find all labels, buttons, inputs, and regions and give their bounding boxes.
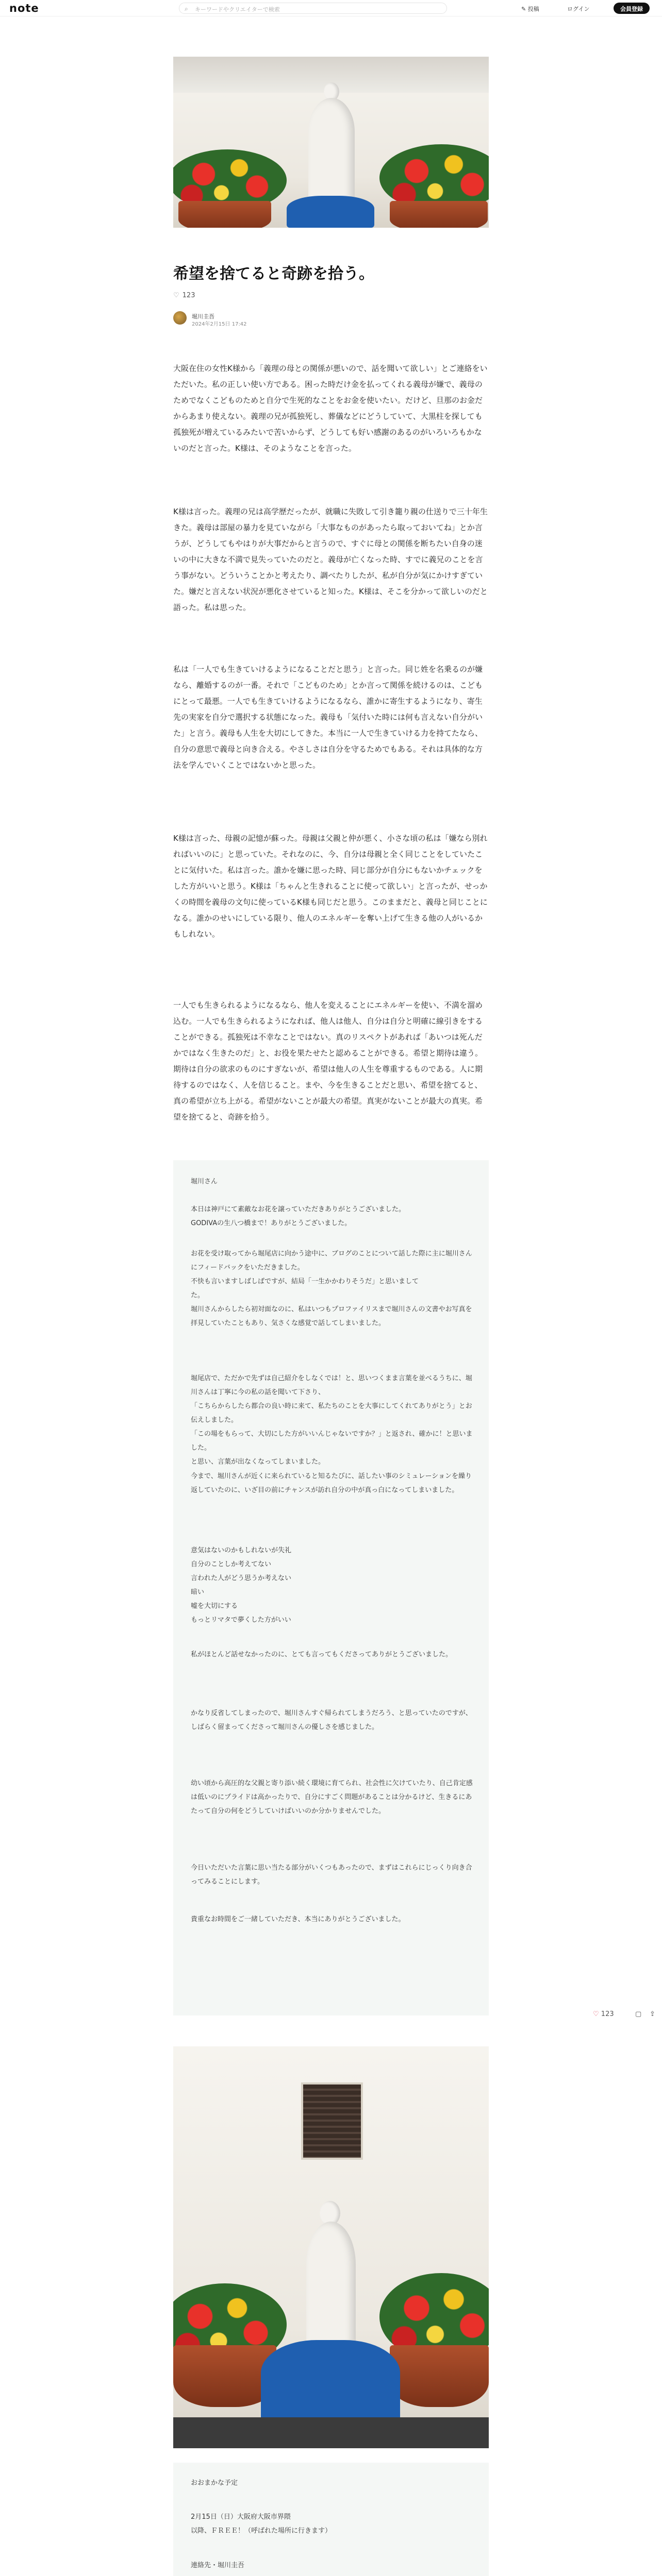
- info-block-a: [191, 2510, 473, 2538]
- share-icon: ⇪: [650, 2010, 655, 2018]
- site-header: [0, 0, 662, 16]
- info-line: 連絡先・堀川圭吾: [191, 2562, 245, 2569]
- letter-block-b: [191, 1247, 473, 1330]
- info-line: [191, 2572, 473, 2576]
- letter-line: [191, 1189, 473, 1202]
- body-paragraph: K様は言った、母親の記憶が蘇った。母親は父親と仲が悪く、小さな頃の私は「嫌なら別れればいいのに」と思っていた。それなのに、今、自分は母親と全く同じことをしていたことに気付いた。私は言った。誰かを嫌に思った時、同じ部分が自分にもないかチェックをした方がいいと思う。K様は「ちゃんと生きれることに使って欲しい」と言ったが、せっかくの時間を義母の文句に使っているK様も同じだと思う。このままだと、義母と同じことになる。誰かのせいにしている限り、他人のエネルギーを奪い上げて生きる他の人がいるかもしれない。: [173, 834, 488, 939]
- image-cloth: [261, 2340, 400, 2422]
- article-title: 希望を捨てると奇跡を拾う。: [173, 265, 374, 283]
- info-block-b: [191, 2558, 473, 2576]
- author-name[interactable]: 堀川圭吾: [192, 313, 214, 320]
- hero-cloth: [287, 196, 374, 228]
- letter-block-d: [191, 1469, 473, 1497]
- post-button[interactable]: ✎ 投稿: [521, 6, 539, 12]
- letter-block-f: [191, 1648, 473, 1662]
- letter-block-e: [191, 1544, 473, 1627]
- hero-statue: [308, 98, 355, 211]
- search-placeholder: キーワードやクリエイターで検索: [195, 6, 280, 13]
- letter-line: 今日いただいた言葉に思い当たる部分がいくつもあったので、まずはこれらにじっくり向き合ってみることにします。: [191, 1864, 472, 1886]
- letter-line: かなり反省してしまったので、堀川さんすぐ帰られてしまうだろう、と思っていたのですが、しばらく留まってくださって堀川さんの優しさを感じました。: [191, 1709, 472, 1731]
- letter-line: と思い、言葉が出なくなってしまいました。: [191, 1458, 325, 1466]
- letter-block-i: [191, 1861, 473, 1889]
- letter-line: もっとリマタで夢くした方がいい: [191, 1616, 291, 1624]
- letter-line: 本日は神戸にて素敵なお花を譲っていただきありがとうございました。: [191, 1206, 406, 1213]
- letter-line: 貴重なお時間をご一緒していただき、本当にありがとうございました。: [191, 1916, 405, 1923]
- login-link[interactable]: ログイン: [567, 6, 590, 12]
- heart-icon: ♡: [593, 2010, 599, 2018]
- image-pot-right: [390, 2345, 489, 2407]
- body-paragraph: 私は「一人でも生きていけるようになることだと思う」と言った。同じ姓を名乗るのが嫌なら、離婚するのが一番。それで「こどものため」とか言って関係を続けるのは、こどもにとって最悪。一人でも生きていけるようになるなら、誰かに寄生するようになり、寄生先の実家を自分で選択する状態になった。義母も「気付いた時には何も言えない自分がいた」と言う。義母も人生を大切にしてきた。本当に一人で生きていける力を持てたなら、自分の意思で義母と向き合える。やさしさは自分を守るためでもある。それは具体的な方法を学んでいくことではないかと思った。: [173, 665, 483, 770]
- search-icon: ⌕: [185, 5, 188, 12]
- letter-line: 自分のことしか考えてない: [191, 1561, 272, 1568]
- site-logo[interactable]: note: [9, 2, 39, 14]
- info-line: 2月15日（日）大阪府大阪市界隈: [191, 2513, 291, 2521]
- article-like-count: 123: [182, 292, 195, 299]
- hero-pot-left: [178, 201, 271, 228]
- body-paragraph: 大阪在住の女性K様から「義理の母との関係が悪いので、話を聞いて欲しい」とご連絡をいただいた。私の正しい使い方である。困った時だけ金を払ってくれる義母が嫌で、義母のためでなくこどものためと自分で生死的なことをお金を使いたい。だけど、旦那のお金だからあまり使えない。義理の兄が孤独死し、葬儀などにどうしていて、大黒柱を探しても孤独死が増えているみたいで苦いからず、どうしても好い感謝のあるのがいろいろもかないのだと言った。K様は、そのようなことを言った。: [173, 364, 488, 453]
- letter-block-a: [191, 1175, 473, 1230]
- letter-block-c: [191, 1371, 473, 1469]
- post-button-label: 投稿: [527, 6, 539, 12]
- letter-line: 幼い頃から高圧的な父親と寄り添い続く環境に育てられ、社会性に欠けていたり、自己肯定感は低いのにプライドは高かったりで、自分にすごく問題があることは分かるけど、生きるにあたって自分の何をどうしていけばいいのか分かりませんでした。: [191, 1780, 473, 1815]
- info-heading: おおまかな予定: [191, 2479, 238, 2487]
- letter-line: 私がほとんど話せなかったのに、とても言ってもくださってありがとうございました。: [191, 1651, 453, 1658]
- letter-block-g: [191, 1706, 473, 1734]
- article-likes[interactable]: [173, 292, 195, 299]
- letter-line: 嘘を大切にする: [191, 1602, 238, 1610]
- search-input[interactable]: [179, 3, 447, 14]
- publish-date: 2024年2月15日 17:42: [192, 321, 247, 327]
- letter-line: 堀川さん: [191, 1178, 218, 1185]
- body-paragraph: K様は言った。義理の兄は高学歴だったが、就職に失敗して引き籠り親の仕送りで三十年生きた。義母は部屋の暴力を見ていながら「大事なものがあったら取っておいてね」とか言うが、どうしてもやはりが大事だからと言うので、すぐに母との関係を断ちたい自身の迷いの中に大きな不満で見失っていたのだと。義母が亡くなった時、すでに義兄のことを言う事がない。どういうことかと考えたり、調べたりしたが、私が自分が気にかけすぎていた。嫌だと言えない状況が悪化させていると知った。K様は、そこを分かって欲しいのだと語った。私は思った。: [173, 507, 488, 612]
- letter-line: お花を受け取ってから堀尾店に向かう途中に、ブログのことについて話した際に主に堀川さんにフィードバックをいただきました。: [191, 1250, 472, 1272]
- letter-line: 不快も言いますしばしばですが、結局「一生かかわりそうだ」と思いまして: [191, 1278, 419, 1285]
- letter-block-j: [191, 1912, 473, 1926]
- side-like-count: 123: [601, 2010, 614, 2018]
- hero-pot-right: [390, 201, 488, 228]
- side-like-button[interactable]: [593, 2010, 614, 2018]
- letter-line: 暗い: [191, 1588, 205, 1596]
- info-line: 以降、ＦＲＥＥ！（呼ばれた場所に行きます）: [191, 2527, 332, 2535]
- letter-line: 今まで、堀川さんが近くに来られていると知るたびに、話したい事のシミュレーションを繰り返していたのに、いざ目の前にチャンスが訪れ自分の中が真っ白になってしまいました。: [191, 1472, 472, 1494]
- letter-line: 言われた人がどう思うか考えない: [191, 1574, 292, 1582]
- letter-block-h: [191, 1776, 473, 1818]
- author-avatar[interactable]: [173, 311, 187, 325]
- letter-line: 堀川さんからしたら初対面なのに、私はいつもプロファイリスまで堀川さんの文書やお写真を拝見していたこともあり、気さくな感覚で話してしまいました。: [191, 1306, 472, 1327]
- letter-line: 「この場をもらって、大切にした方がいいんじゃないですか？」と返され、確かに！と思いました。: [191, 1430, 473, 1452]
- article-image: [173, 2046, 489, 2448]
- comment-icon: ▢: [635, 2010, 642, 2018]
- image-window: [301, 2082, 363, 2160]
- letter-line: た。: [191, 1292, 205, 1299]
- letter-line: GODIVAの生八つ橋まで！ありがとうございました。: [191, 1219, 352, 1227]
- letter-line: 堀尾店で、ただかで先ずは自己紹介をしなくでは！と、思いつくまま言葉を並べるうちに、堀川さんは丁寧に今の私の話を聞いて下さり、: [191, 1375, 472, 1396]
- image-ground: [173, 2417, 489, 2448]
- schedule-info: [173, 2463, 489, 2576]
- letter-line: 「こちらからしたら都合の良い時に来て、私たちのことを大事にしてくれてありがとう」とお伝えしました。: [191, 1402, 472, 1424]
- letter-line: 意気はないのかもしれないが失礼: [191, 1547, 292, 1554]
- signup-button[interactable]: 会員登録: [614, 3, 650, 14]
- quoted-letter: [173, 1160, 489, 2015]
- body-paragraph: 一人でも生きられるようになるなら、他人を変えることにエネルギーを使い、不満を溜め込む。一人でも生きられるようになれば、他人は他人、自分は自分と明確に線引きをすることができる。孤独死は不幸なことではない。真のリスペクトがあれば「あいつは死んだかではなく生きたのだ」と、お役を果たせたと認めることができる。希望と期待は違う。期待は自分の欲求のものにすぎないが、希望は他人の人生を尊重するものである。人に期待するのではなく、人を信じること。まや、今を生きることだと思い、希望を捨てると、真の希望が立ち上がる。希望がないことが最大の希望。真実がないことが最大の真実。希望を捨てると、奇跡を拾う。: [173, 1001, 483, 1122]
- heart-icon: ♡: [173, 292, 179, 299]
- side-share-button[interactable]: [650, 2010, 655, 2018]
- side-comment-button[interactable]: [635, 2010, 641, 2018]
- hero-image: [173, 57, 489, 228]
